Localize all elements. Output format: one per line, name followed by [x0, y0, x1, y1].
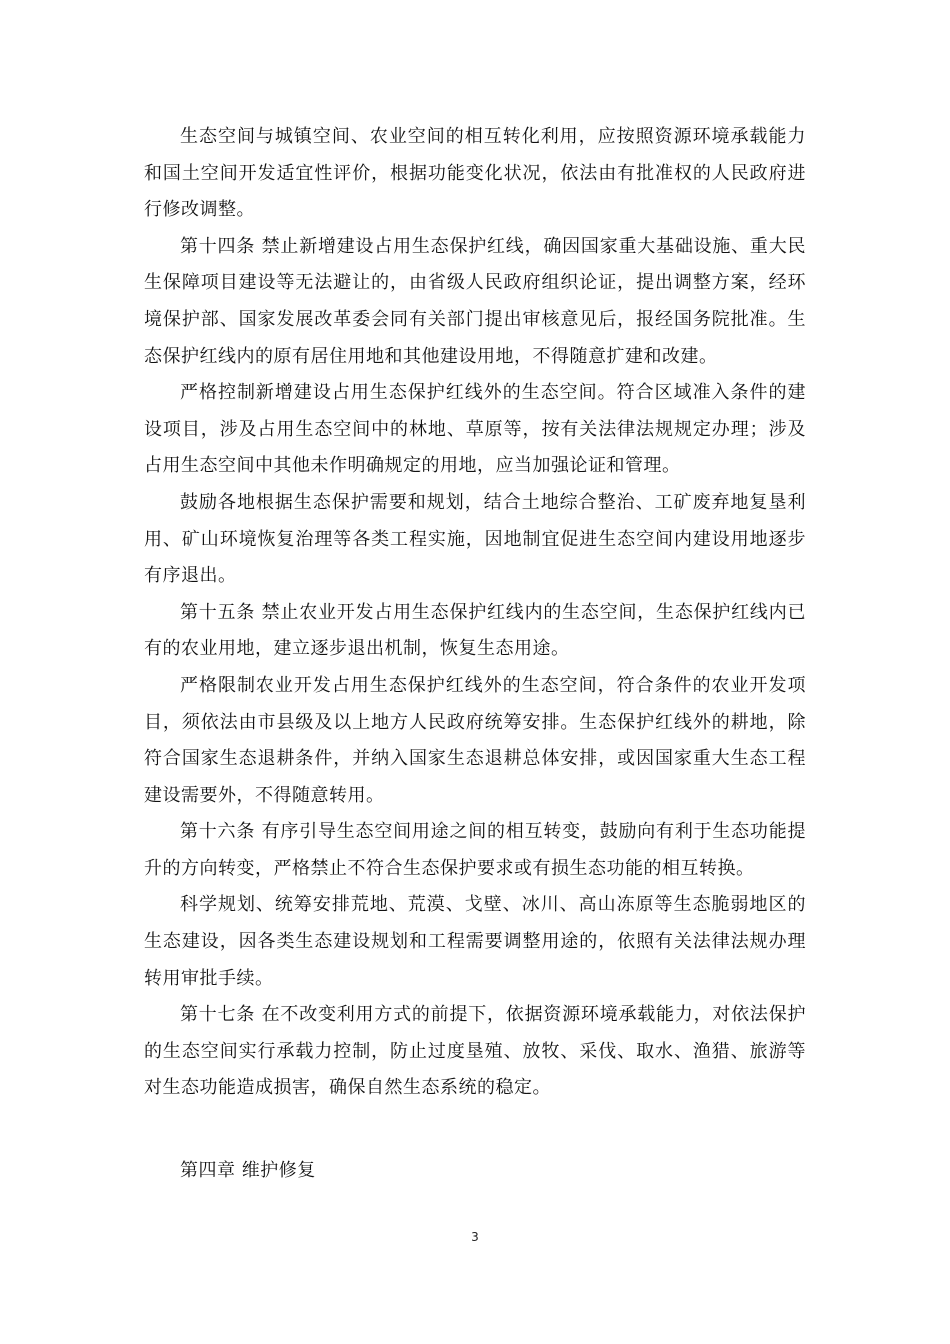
paragraph-fragile-areas: 科学规划、统筹安排荒地、荒漠、戈壁、冰川、高山冻原等生态脆弱地区的生态建设，因各类生态建设规划和工程需要调整用途的，依照有关法律法规办理转用审批手续。 [144, 894, 806, 989]
page-number: 3 [471, 1230, 479, 1244]
paragraph-article-14: 第十四条 禁止新增建设占用生态保护红线，确因国家重大基础设施、重大民生保障项目建设等无法避让的，由省级人民政府组织论证，提出调整方案，经环境保护部、国家发展改革委会同有关部门提出审核意见后，报经国务院批准。生态保护红线内的原有居住用地和其他建设用地，不得随意扩建和改建。 [144, 235, 806, 367]
body-text [144, 119, 806, 1107]
paragraph-article-17: 第十七条 在不改变利用方式的前提下，依据资源环境承载能力，对依法保护的生态空间实行承载力控制，防止过度垦殖、放牧、采伐、取水、渔猎、旅游等对生态功能造成损害，确保自然生态系统的稳定。 [144, 1004, 806, 1099]
paragraph-encourage-exit: 鼓励各地根据生态保护需要和规划，结合土地综合整治、工矿废弃地复垦利用、矿山环境恢复治理等各类工程实施，因地制宜促进生态空间内建设用地逐步有序退出。 [144, 491, 806, 587]
paragraph-ecological-space-conversion: 生态空间与城镇空间、农业空间的相互转化利用，应按照资源环境承载能力和国土空间开发适宜性评价，根据功能变化状况，依法由有批准权的人民政府进行修改调整。 [144, 126, 806, 221]
paragraph-article-16: 第十六条 有序引导生态空间用途之间的相互转变，鼓励向有利于生态功能提升的方向转变，严格禁止不符合生态保护要求或有损生态功能的相互转换。 [144, 821, 806, 879]
paragraph-article-15: 第十五条 禁止农业开发占用生态保护红线内的生态空间，生态保护红线内已有的农业用地，建立逐步退出机制，恢复生态用途。 [144, 601, 806, 660]
chapter-heading: 第四章 维护修复 [180, 1160, 316, 1181]
paragraph-restrict-agriculture: 严格限制农业开发占用生态保护红线外的生态空间，符合条件的农业开发项目，须依法由市县级及以上地方人民政府统筹安排。生态保护红线外的耕地，除符合国家生态退耕条件，并纳入国家生态退耕总体安排，或因国家重大生态工程建设需要外，不得随意转用。 [144, 674, 806, 806]
paragraph-control-new-construction: 严格控制新增建设占用生态保护红线外的生态空间。符合区域准入条件的建设项目，涉及占用生态空间中的林地、草原等，按有关法律法规规定办理；涉及占用生态空间中其他未作明确规定的用地，应当加强论证和管理。 [144, 382, 806, 477]
